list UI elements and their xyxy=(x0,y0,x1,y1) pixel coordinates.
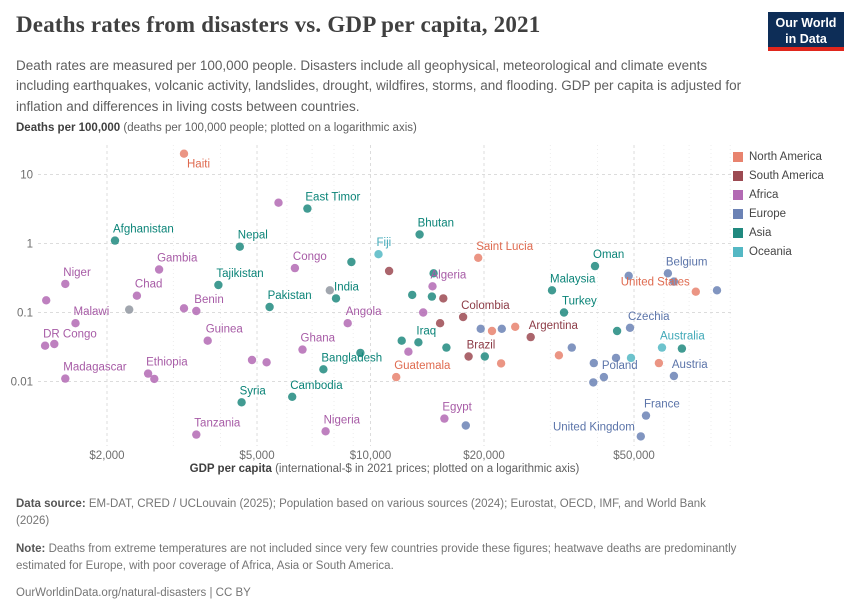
data-point-unlabeled[interactable] xyxy=(42,296,50,304)
owid-logo xyxy=(768,12,844,51)
note-text: Deaths from extreme temperatures are not included since very few countries provide these figures; heatwave deaths are predominantly xyxy=(45,542,737,555)
y-tick-label: 10 xyxy=(20,169,33,182)
data-point-tanzania[interactable] xyxy=(192,430,200,438)
country-label-france: France xyxy=(644,398,680,411)
country-label-colombia: Colombia xyxy=(461,300,510,312)
data-point-unlabeled[interactable] xyxy=(589,378,597,386)
country-label-east-timor: East Timor xyxy=(305,191,361,204)
data-point-tajikistan[interactable] xyxy=(214,281,222,289)
country-label-angola: Angola xyxy=(345,306,382,319)
data-point-unlabeled[interactable] xyxy=(262,358,270,366)
data-point-unlabeled[interactable] xyxy=(442,343,450,351)
legend-label: Europe xyxy=(749,207,787,220)
data-point-argentina[interactable] xyxy=(527,333,535,341)
data-source-text-2: (2026) xyxy=(16,515,50,528)
data-point-guinea[interactable] xyxy=(204,337,212,345)
legend-swatch-icon xyxy=(733,171,743,181)
data-point-unlabeled[interactable] xyxy=(613,327,621,335)
legend-label: Africa xyxy=(749,188,779,201)
legend-swatch-icon xyxy=(733,190,743,200)
country-label-algeria: Algeria xyxy=(430,269,467,282)
country-label-iraq: Iraq xyxy=(416,325,437,338)
data-point-unlabeled[interactable] xyxy=(326,286,334,294)
data-point-unlabeled[interactable] xyxy=(248,356,256,364)
data-point-unlabeled[interactable] xyxy=(511,323,519,331)
country-label-oman: Oman xyxy=(593,249,625,262)
legend-item-north-america[interactable] xyxy=(733,147,824,166)
data-point-congo[interactable] xyxy=(291,264,299,272)
y-axis-title xyxy=(16,122,417,134)
data-point-unlabeled[interactable] xyxy=(150,375,158,383)
country-label-poland: Poland xyxy=(601,360,638,373)
country-label-belgium: Belgium xyxy=(665,256,708,269)
data-point-chad[interactable] xyxy=(133,292,141,300)
country-label-tanzania: Tanzania xyxy=(194,417,241,430)
note-line xyxy=(16,541,828,576)
x-tick-label: $20,000 xyxy=(463,450,505,462)
data-point-unlabeled[interactable] xyxy=(481,352,489,360)
country-label-egypt: Egypt xyxy=(442,401,472,414)
data-point-colombia[interactable] xyxy=(459,313,467,321)
legend-item-asia[interactable] xyxy=(733,223,824,242)
country-label-niger: Niger xyxy=(63,266,91,279)
data-point-france[interactable] xyxy=(642,411,650,419)
legend-swatch-icon xyxy=(733,152,743,162)
country-label-india: India xyxy=(334,281,359,294)
chart-subtitle: Death rates are measured per 100,000 people. Disasters include all geophysical, meteorological and climate events including earthquakes, volcanic activity, landslides, drought, wildfires, storms, and flooding. GDP per capita is adjusted for inflation and differences in living costs between countries. xyxy=(16,58,742,114)
x-tick-label: $10,000 xyxy=(349,450,392,462)
data-point-bangladesh[interactable] xyxy=(319,365,327,373)
data-point-unlabeled[interactable] xyxy=(347,258,355,266)
data-point-australia[interactable] xyxy=(658,343,666,351)
data-point-nepal[interactable] xyxy=(236,243,244,251)
data-point-bhutan[interactable] xyxy=(415,230,423,238)
country-label-haiti: Haiti xyxy=(187,158,211,171)
chart-footer xyxy=(16,496,828,600)
data-point-niger[interactable] xyxy=(61,280,69,288)
country-label-dr-congo: DR Congo xyxy=(43,328,97,341)
data-point-unlabeled[interactable] xyxy=(50,340,58,348)
data-point-malaysia[interactable] xyxy=(548,286,556,294)
country-label-nepal: Nepal xyxy=(237,229,268,242)
country-label-brazil: Brazil xyxy=(466,339,496,352)
country-label-nigeria: Nigeria xyxy=(323,414,361,427)
legend-item-africa[interactable] xyxy=(733,185,824,204)
legend-swatch-icon xyxy=(733,228,743,238)
data-point-unlabeled[interactable] xyxy=(713,286,721,294)
data-point-united-states[interactable] xyxy=(692,288,700,296)
data-point-egypt[interactable] xyxy=(440,414,448,422)
legend-label: North America xyxy=(749,150,822,163)
data-point-unlabeled[interactable] xyxy=(590,359,598,367)
data-point-ghana[interactable] xyxy=(298,345,306,353)
data-point-india[interactable] xyxy=(332,294,340,302)
data-point-pakistan[interactable] xyxy=(265,303,273,311)
country-label-guinea: Guinea xyxy=(205,323,243,336)
data-point-unlabeled[interactable] xyxy=(477,325,485,333)
country-label-guatemala: Guatemala xyxy=(394,360,451,373)
data-point-unlabeled[interactable] xyxy=(497,359,505,367)
data-point-algeria[interactable] xyxy=(428,282,436,290)
data-point-fiji[interactable] xyxy=(374,250,382,258)
country-label-chad: Chad xyxy=(134,278,163,291)
data-point-unlabeled[interactable] xyxy=(274,199,282,207)
country-label-malaysia: Malaysia xyxy=(550,273,596,286)
x-axis-title-rest: (international-$ in 2021 prices; plotted on a logarithmic axis) xyxy=(271,463,580,475)
data-point-unlabeled[interactable] xyxy=(125,305,133,313)
country-label-pakistan: Pakistan xyxy=(267,290,312,302)
data-source-text: EM-DAT, CRED / UCLouvain (2025); Population based on various sources (2024); Eurostat, OECD, IMF, and World Bank xyxy=(85,498,706,510)
data-point-unlabeled[interactable] xyxy=(428,292,436,300)
country-label-cambodia: Cambodia xyxy=(290,379,343,392)
x-tick-label: $2,000 xyxy=(89,450,125,462)
y-axis-title-rest: (deaths per 100,000 people; plotted on a logarithmic axis) xyxy=(120,122,417,134)
country-label-fiji: Fiji xyxy=(376,237,392,250)
legend-label: Asia xyxy=(749,226,772,239)
data-point-madagascar[interactable] xyxy=(61,374,69,382)
x-axis-title xyxy=(38,463,731,475)
data-point-unlabeled[interactable] xyxy=(398,337,406,345)
data-point-gambia[interactable] xyxy=(155,265,163,273)
data-point-dr-congo[interactable] xyxy=(41,342,49,350)
country-label-czechia: Czechia xyxy=(628,310,670,323)
legend-item-europe[interactable] xyxy=(733,204,824,223)
data-point-guatemala[interactable] xyxy=(392,373,400,381)
legend-swatch-icon xyxy=(733,209,743,219)
country-label-united-kingdom: United Kingdom xyxy=(552,421,635,434)
y-tick-label: 0.1 xyxy=(17,307,33,320)
data-point-unlabeled[interactable] xyxy=(408,291,416,299)
data-point-poland[interactable] xyxy=(600,373,608,381)
country-label-ethiopia: Ethiopia xyxy=(146,356,188,369)
note-text-2: estimated for Europe, with poor coverage of Africa, Asia or South America. xyxy=(16,559,394,572)
data-point-angola[interactable] xyxy=(344,319,352,327)
owid-logo-line2: in Data xyxy=(785,32,827,47)
data-point-benin[interactable] xyxy=(192,307,200,315)
data-point-syria[interactable] xyxy=(237,398,245,406)
data-point-oman[interactable] xyxy=(591,262,599,270)
country-label-united-states: United States xyxy=(620,276,690,289)
data-point-haiti[interactable] xyxy=(180,150,188,158)
data-point-united-kingdom[interactable] xyxy=(637,432,645,440)
data-point-unlabeled[interactable] xyxy=(404,348,412,356)
data-point-nigeria[interactable] xyxy=(321,427,329,435)
x-axis-title-bold: GDP per capita xyxy=(189,463,272,475)
continent-legend xyxy=(733,147,824,261)
data-point-unlabeled[interactable] xyxy=(655,359,663,367)
country-label-gambia: Gambia xyxy=(157,252,198,265)
x-tick-label: $5,000 xyxy=(239,450,275,462)
data-point-unlabeled[interactable] xyxy=(555,351,563,359)
country-label-ghana: Ghana xyxy=(300,332,336,345)
data-point-brazil[interactable] xyxy=(464,352,472,360)
data-point-unlabeled[interactable] xyxy=(419,308,427,316)
data-point-iraq[interactable] xyxy=(414,338,422,346)
data-point-cambodia[interactable] xyxy=(288,393,296,401)
country-label-bangladesh: Bangladesh xyxy=(321,352,383,365)
data-point-unlabeled[interactable] xyxy=(439,294,447,302)
source-link[interactable]: OurWorldinData.org/natural-disasters | CC BY xyxy=(16,587,251,599)
country-label-austria: Austria xyxy=(671,359,708,371)
country-label-malawi: Malawi xyxy=(73,306,110,319)
data-point-east-timor[interactable] xyxy=(303,204,311,212)
country-label-bhutan: Bhutan xyxy=(417,217,455,230)
data-point-unlabeled[interactable] xyxy=(498,325,506,333)
y-tick-label: 1 xyxy=(26,238,33,251)
country-label-afghanistan: Afghanistan xyxy=(113,223,174,236)
data-point-unlabeled[interactable] xyxy=(568,343,576,351)
note-label: Note: xyxy=(16,542,46,555)
legend-label: Oceania xyxy=(749,245,792,258)
data-source-line xyxy=(16,496,828,531)
x-tick-label: $50,000 xyxy=(613,450,655,462)
country-label-australia: Australia xyxy=(660,330,705,343)
data-point-unlabeled[interactable] xyxy=(462,421,470,429)
y-axis-title-bold: Deaths per 100,000 xyxy=(16,122,121,134)
country-label-saint-lucia: Saint Lucia xyxy=(476,240,534,253)
data-point-afghanistan[interactable] xyxy=(111,236,119,244)
country-label-madagascar: Madagascar xyxy=(63,361,127,374)
data-point-turkey[interactable] xyxy=(560,308,568,316)
country-label-turkey: Turkey xyxy=(562,295,597,308)
legend-label: South America xyxy=(749,169,824,182)
data-point-austria[interactable] xyxy=(670,372,678,380)
country-label-congo: Congo xyxy=(292,251,327,264)
data-point-malawi[interactable] xyxy=(71,319,79,327)
country-label-argentina: Argentina xyxy=(528,320,578,333)
country-label-benin: Benin xyxy=(194,294,224,306)
data-source-label: Data source: xyxy=(16,498,86,510)
legend-swatch-icon xyxy=(733,247,743,257)
legend-item-oceania[interactable] xyxy=(733,242,824,261)
country-label-syria: Syria xyxy=(239,385,266,398)
page-title: Deaths rates from disasters vs. GDP per capita, 2021 xyxy=(16,12,541,37)
owid-logo-line1: Our World xyxy=(775,16,837,30)
legend-item-south-america[interactable] xyxy=(733,166,824,185)
y-tick-label: 0.01 xyxy=(10,376,33,389)
country-label-tajikistan: Tajikistan xyxy=(216,268,264,280)
data-point-unlabeled[interactable] xyxy=(678,344,686,352)
data-point-unlabeled[interactable] xyxy=(180,304,188,312)
data-point-unlabeled[interactable] xyxy=(385,267,393,275)
data-point-czechia[interactable] xyxy=(626,324,634,332)
data-point-saint-lucia[interactable] xyxy=(474,254,482,262)
data-point-unlabeled[interactable] xyxy=(436,319,444,327)
data-point-unlabeled[interactable] xyxy=(488,327,496,335)
